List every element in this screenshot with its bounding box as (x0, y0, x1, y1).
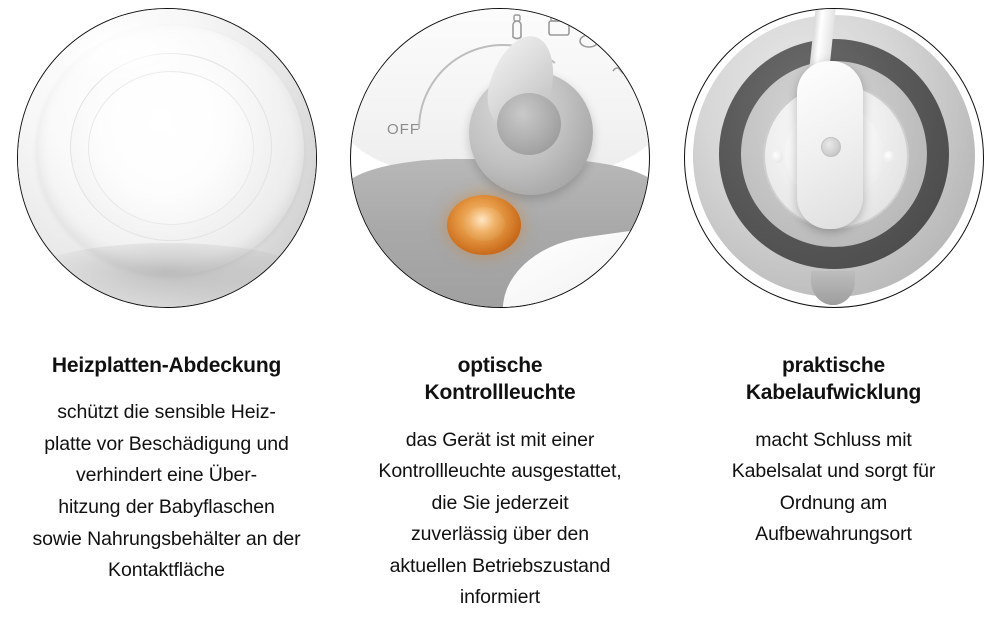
feature-title: Heizplatten-Abdeckung (51, 354, 282, 377)
drop-shadow (24, 243, 312, 308)
device-foot (811, 271, 855, 305)
feature-card-heater-plate-cover (0, 0, 333, 629)
feature-description: schützt die sensible Heiz- platte vor Beschädigung und verhindert eine Über- hitzung der Babyflaschen sowie Nahrungsbehälter an der Kontaktfläche (32, 401, 301, 582)
control-knob-cap[interactable] (497, 93, 561, 155)
feature-description: macht Schluss mit Kabelsalat und sorgt für Ordnung am Aufbewahrungsort (731, 428, 936, 546)
feature-card-indicator-lamp (334, 0, 667, 629)
feature-card-cable-winder (667, 0, 1000, 629)
cable-winder-image (684, 8, 984, 308)
circle-frame-2 (350, 8, 650, 308)
heater-plate-inner-shape (88, 71, 254, 225)
circle-frame-3 (684, 8, 984, 308)
highlight-gloss (48, 17, 198, 87)
heater-plate-cover-image (17, 8, 317, 308)
indicator-lamp-image (350, 8, 650, 308)
indicator-lamp-core (463, 207, 505, 241)
feature-title: optische Kontrollleuchte (424, 354, 576, 405)
feature-title: praktische Kabelaufwicklung (745, 354, 922, 405)
circle-frame-1 (17, 8, 317, 308)
mount-dot-left (771, 151, 783, 163)
mount-dot-right (883, 151, 895, 163)
feature-description: das Gerät ist mit einer Kontrollleuchte ausgestattet, die Sie jederzeit zuverlässig über den aktuellen Betriebszustand informiert (378, 428, 622, 609)
plug-screw-icon (821, 137, 841, 157)
knob-off-label: OFF (387, 121, 420, 138)
